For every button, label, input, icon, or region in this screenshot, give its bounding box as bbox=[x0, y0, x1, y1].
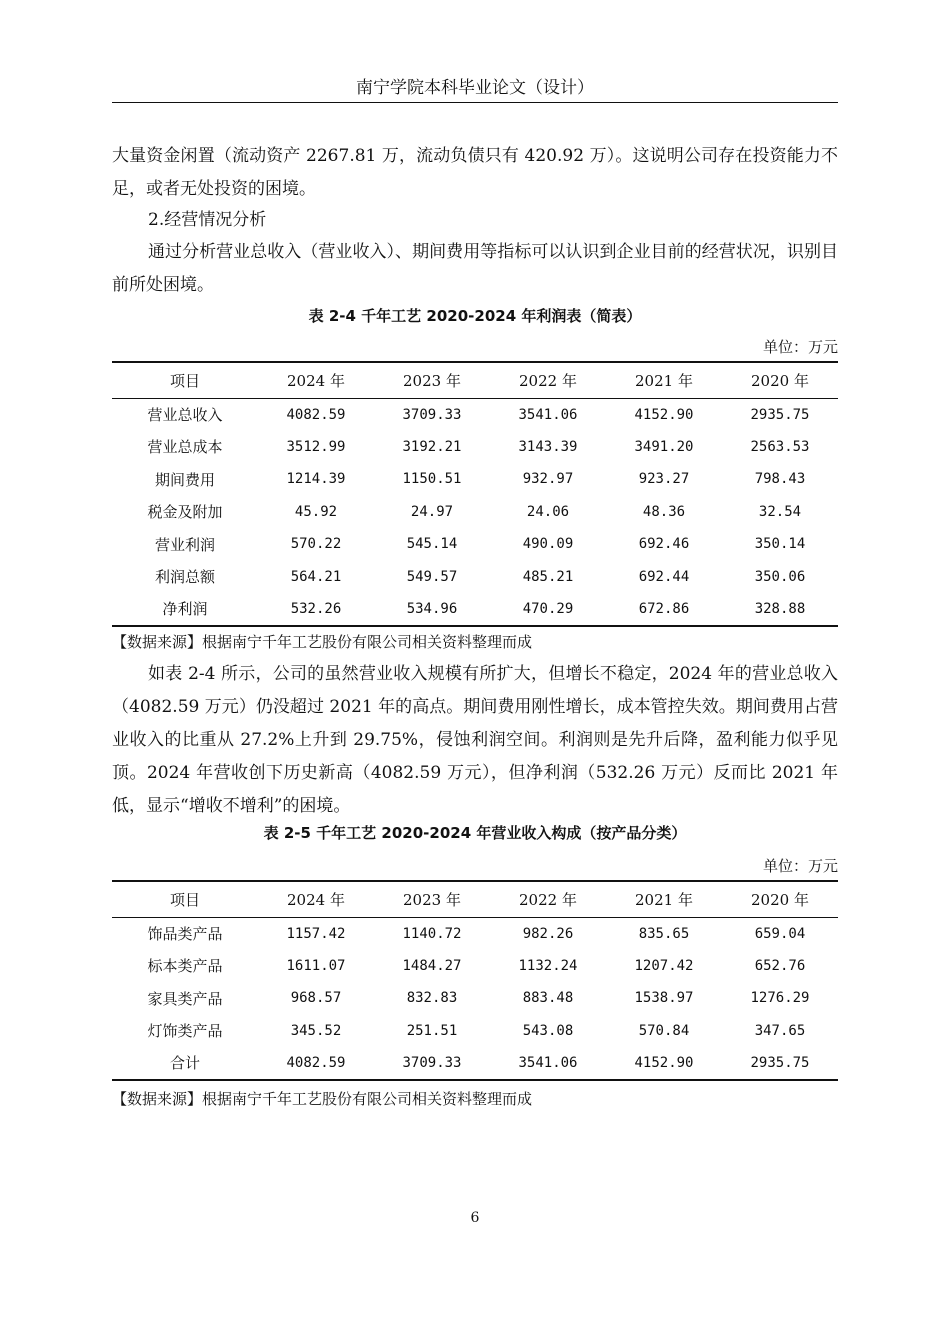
value-cell: 347.65 bbox=[754, 1022, 806, 1039]
row-label-cell: 营业总收入 bbox=[147, 406, 223, 424]
value-cell: 2935.75 bbox=[750, 406, 810, 423]
table-row bbox=[112, 496, 838, 529]
table-row bbox=[112, 917, 838, 950]
value-cell: 1484.27 bbox=[402, 957, 462, 974]
value-cell: 982.26 bbox=[522, 925, 574, 942]
section-heading: 2.经营情况分析 bbox=[148, 210, 267, 230]
header-cell: 2022 年 bbox=[519, 890, 577, 909]
value-cell: 1150.51 bbox=[402, 471, 462, 488]
table-row bbox=[112, 561, 838, 594]
value-cell: 883.48 bbox=[522, 990, 574, 1007]
value-cell: 932.97 bbox=[522, 471, 574, 488]
value-cell: 3709.33 bbox=[402, 1054, 462, 1071]
header-cell: 2023 年 bbox=[403, 371, 461, 390]
value-cell: 3512.99 bbox=[286, 438, 346, 455]
header-cell: 2021 年 bbox=[635, 371, 693, 390]
table2-unit: 单位：万元 bbox=[762, 857, 838, 875]
table-row bbox=[112, 431, 838, 464]
value-cell: 48.36 bbox=[642, 503, 686, 520]
table-row bbox=[112, 1015, 838, 1048]
table2-caption: 表 2-5 千年工艺 2020-2024 年营业收入构成（按产品分类） bbox=[263, 824, 687, 842]
value-cell: 3491.20 bbox=[634, 438, 694, 455]
paragraph-table-analysis: 如表 2-4 所示，公司的虽然营业收入规模有所扩大，但增长不稳定，2024 年的营业总收入（4082.59 万元）仍没超过 2021 年的高点。期间费用刚性增长，成本管控失效。期间费用占营业收入的比重从 27.2%上升到 29.75%，侵蚀利润空间。利润则是先升后降，盈利能力似乎见顶。2024 年营收创下历史新高（4082.59 万元），但净利润（532.26 万元）反而比 2021 年低，显示“增收不增利”的困境。 bbox=[112, 664, 838, 816]
table1-unit: 单位：万元 bbox=[762, 338, 838, 356]
value-cell: 485.21 bbox=[522, 568, 574, 585]
value-cell: 328.88 bbox=[754, 600, 806, 617]
value-cell: 1214.39 bbox=[286, 471, 346, 488]
table1-source-note: 【数据来源】根据南宁千年工艺股份有限公司相关资料整理而成 bbox=[112, 633, 533, 651]
table1-caption: 表 2-4 千年工艺 2020-2024 年利润表（简表） bbox=[308, 307, 642, 325]
table-header-row bbox=[112, 362, 838, 398]
row-label-cell: 灯饰类产品 bbox=[147, 1022, 223, 1041]
value-cell: 564.21 bbox=[290, 568, 342, 585]
value-cell: 345.52 bbox=[290, 1022, 342, 1039]
table-row bbox=[112, 398, 838, 431]
value-cell: 543.08 bbox=[522, 1022, 574, 1039]
value-cell: 3541.06 bbox=[518, 1054, 578, 1071]
row-label-cell: 标本类产品 bbox=[147, 957, 223, 976]
value-cell: 350.14 bbox=[754, 536, 806, 553]
value-cell: 3541.06 bbox=[518, 406, 578, 423]
paragraph-operation-intro: 通过分析营业总收入（营业收入）、期间费用等指标可以认识到企业目前的经营状况，识别目前所处困境。 bbox=[112, 242, 838, 295]
value-cell: 1132.24 bbox=[518, 957, 578, 974]
paragraph-capital-idle: 大量资金闲置（流动资产 2267.81 万，流动负债只有 420.92 万）。这说明公司存在投资能力不足，或者无处投资的困境。 bbox=[112, 146, 838, 199]
value-cell: 532.26 bbox=[290, 600, 342, 617]
value-cell: 45.92 bbox=[294, 503, 338, 520]
value-cell: 3192.21 bbox=[402, 438, 462, 455]
value-cell: 251.51 bbox=[406, 1022, 458, 1039]
value-cell: 24.06 bbox=[526, 503, 570, 520]
row-label-cell: 家具类产品 bbox=[147, 989, 223, 1008]
value-cell: 2935.75 bbox=[750, 1054, 810, 1071]
value-cell: 968.57 bbox=[290, 990, 342, 1007]
header-cell: 2020 年 bbox=[751, 371, 809, 390]
value-cell: 672.86 bbox=[638, 600, 690, 617]
row-label-cell: 合计 bbox=[169, 1054, 200, 1073]
value-cell: 545.14 bbox=[406, 536, 458, 553]
value-cell: 3143.39 bbox=[518, 438, 578, 455]
header-cell: 2020 年 bbox=[751, 890, 809, 909]
value-cell: 832.83 bbox=[406, 990, 458, 1007]
header-cell: 2024 年 bbox=[287, 890, 345, 909]
header-cell: 项目 bbox=[169, 371, 200, 390]
value-cell: 1157.42 bbox=[286, 925, 346, 942]
row-label-cell: 净利润 bbox=[162, 600, 208, 619]
header-cell: 项目 bbox=[169, 890, 200, 909]
row-label-cell: 利润总额 bbox=[154, 568, 215, 587]
value-cell: 659.04 bbox=[754, 925, 806, 942]
value-cell: 32.54 bbox=[758, 503, 802, 520]
revenue-composition-table bbox=[112, 880, 838, 1081]
value-cell: 470.29 bbox=[522, 600, 574, 617]
value-cell: 4152.90 bbox=[634, 1054, 694, 1071]
value-cell: 350.06 bbox=[754, 568, 806, 585]
table-header-row bbox=[112, 881, 838, 917]
header-cell: 2023 年 bbox=[403, 890, 461, 909]
value-cell: 652.76 bbox=[754, 957, 806, 974]
value-cell: 4082.59 bbox=[286, 1054, 346, 1071]
row-label-cell: 饰品类产品 bbox=[147, 925, 223, 943]
table-row bbox=[112, 463, 838, 496]
table2-source-note: 【数据来源】根据南宁千年工艺股份有限公司相关资料整理而成 bbox=[112, 1090, 533, 1108]
table-row bbox=[112, 1047, 838, 1080]
value-cell: 1538.97 bbox=[634, 990, 694, 1007]
header-cell: 2024 年 bbox=[287, 371, 345, 390]
value-cell: 923.27 bbox=[638, 471, 690, 488]
table-row bbox=[112, 593, 838, 626]
row-label-cell: 期间费用 bbox=[154, 470, 215, 489]
table-row bbox=[112, 950, 838, 983]
page-header: 南宁学院本科毕业论文（设计） bbox=[112, 74, 838, 103]
value-cell: 692.44 bbox=[638, 568, 690, 585]
value-cell: 490.09 bbox=[522, 536, 574, 553]
value-cell: 570.22 bbox=[290, 536, 342, 553]
header-cell: 2022 年 bbox=[519, 371, 577, 390]
value-cell: 570.84 bbox=[638, 1022, 690, 1039]
value-cell: 1276.29 bbox=[750, 990, 810, 1007]
header-cell: 2021 年 bbox=[635, 890, 693, 909]
table-row bbox=[112, 528, 838, 561]
row-label-cell: 税金及附加 bbox=[147, 503, 223, 522]
value-cell: 2563.53 bbox=[750, 438, 810, 455]
value-cell: 4152.90 bbox=[634, 406, 694, 423]
value-cell: 1611.07 bbox=[286, 957, 346, 974]
value-cell: 534.96 bbox=[406, 600, 458, 617]
value-cell: 24.97 bbox=[410, 503, 454, 520]
income-statement-table bbox=[112, 361, 838, 627]
page-number: 6 bbox=[470, 1210, 480, 1226]
value-cell: 3709.33 bbox=[402, 406, 462, 423]
table-row bbox=[112, 982, 838, 1015]
row-label-cell: 营业利润 bbox=[154, 535, 215, 554]
value-cell: 4082.59 bbox=[286, 406, 346, 423]
value-cell: 692.46 bbox=[638, 536, 690, 553]
value-cell: 835.65 bbox=[638, 925, 690, 942]
value-cell: 798.43 bbox=[754, 471, 806, 488]
row-label-cell: 营业总成本 bbox=[147, 438, 223, 457]
value-cell: 1140.72 bbox=[402, 925, 462, 942]
value-cell: 549.57 bbox=[406, 568, 458, 585]
value-cell: 1207.42 bbox=[634, 957, 694, 974]
